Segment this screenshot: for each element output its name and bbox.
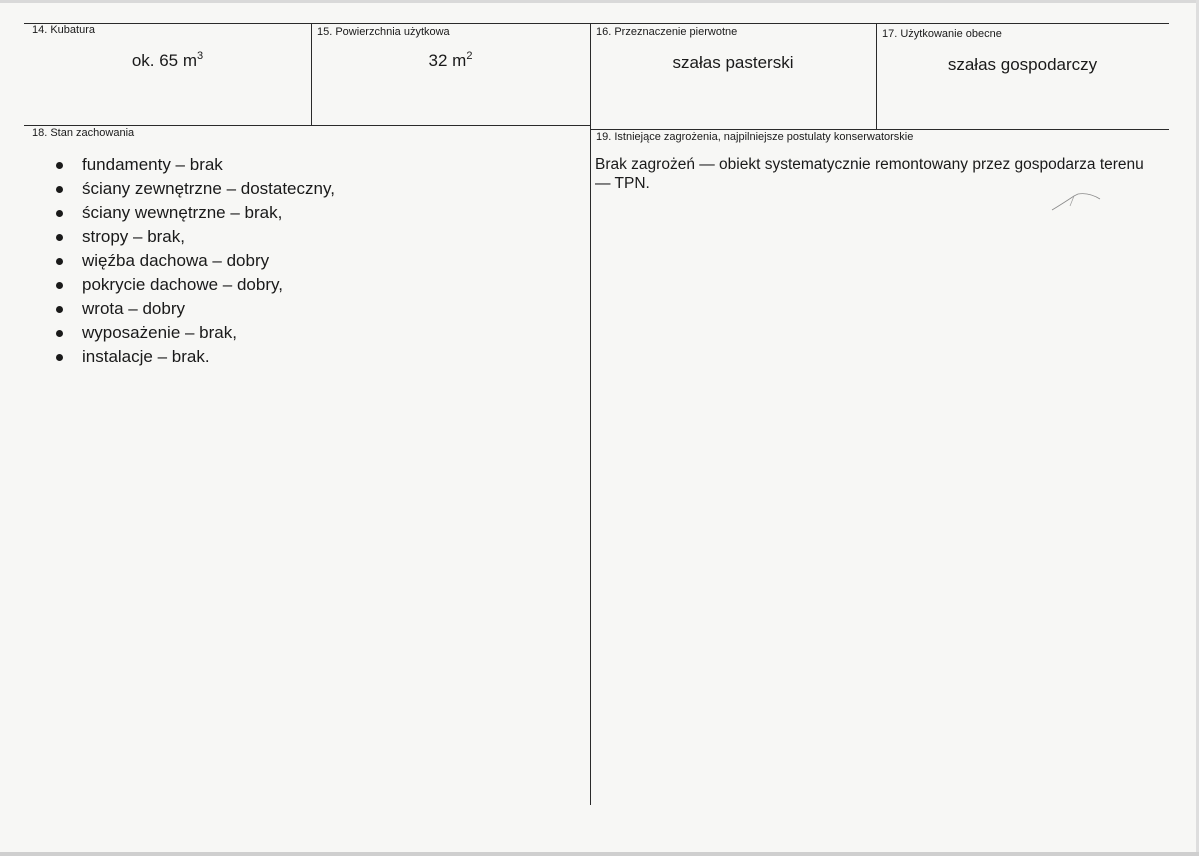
middle-rule-right: [590, 129, 1169, 130]
kubatura-label: 14. Kubatura: [32, 24, 95, 36]
list-item-text: instalacje – brak.: [82, 347, 210, 366]
bullet-icon: [56, 258, 63, 265]
przeznaczenie-value: szałas pasterski: [672, 53, 794, 72]
middle-rule-left: [24, 125, 590, 126]
divider-main: [590, 23, 591, 805]
list-item-text: stropy – brak,: [82, 227, 185, 246]
powierzchnia-value-text: 32 m: [428, 51, 467, 70]
list-item-text: więźba dachowa – dobry: [82, 251, 270, 270]
top-rule: [24, 23, 1169, 24]
bullet-icon: [56, 354, 63, 361]
powierzchnia-value: [311, 51, 590, 71]
bullet-icon: [56, 330, 63, 337]
divider-14-15: [311, 23, 312, 126]
kubatura-value-text: ok. 65 m: [131, 51, 198, 70]
list-item: [54, 345, 335, 369]
bullet-icon: [56, 186, 63, 193]
powierzchnia-value-exponent: 2: [466, 50, 473, 62]
bullet-icon: [56, 210, 63, 217]
list-item-text: wyposażenie – brak,: [82, 323, 237, 342]
kubatura-value-exponent: 3: [197, 50, 204, 62]
list-item: [54, 177, 335, 201]
bullet-icon: [56, 306, 63, 313]
stan-label: 18. Stan zachowania: [32, 127, 135, 139]
list-item-text: fundamenty – brak: [82, 155, 223, 174]
divider-16-17: [876, 23, 877, 129]
list-item-text: ściany wewnętrzne – brak,: [82, 203, 283, 222]
uzytkowanie-label: 17. Użytkowanie obecne: [882, 28, 1002, 40]
zagrozenia-label: 19. Istniejące zagrożenia, najpilniejsze postulaty konserwatorskie: [596, 131, 914, 143]
bullet-icon: [56, 234, 63, 241]
list-item: [54, 249, 335, 273]
list-item-text: ściany zewnętrzne – dostateczny,: [82, 179, 335, 198]
list-item: [54, 297, 335, 321]
list-item-text: wrota – dobry: [82, 299, 185, 318]
bullet-icon: [56, 162, 63, 169]
zagrozenia-text: Brak zagrożeń — obiekt systematycznie remontowany przez gospodarza terenu — TPN.: [595, 156, 1144, 192]
list-item: [54, 273, 335, 297]
list-item: [54, 321, 335, 345]
kubatura-value: [24, 51, 311, 71]
uzytkowanie-value: szałas gospodarczy: [947, 55, 1098, 74]
pen-stroke-mark: [1048, 190, 1108, 214]
bullet-icon: [56, 282, 63, 289]
list-item: [54, 201, 335, 225]
list-item: [54, 153, 335, 177]
list-item: [54, 225, 335, 249]
stan-list: [54, 153, 335, 369]
powierzchnia-label: 15. Powierzchnia użytkowa: [317, 26, 450, 38]
przeznaczenie-label: 16. Przeznaczenie pierwotne: [596, 26, 738, 38]
list-item-text: pokrycie dachowe – dobry,: [82, 275, 283, 294]
